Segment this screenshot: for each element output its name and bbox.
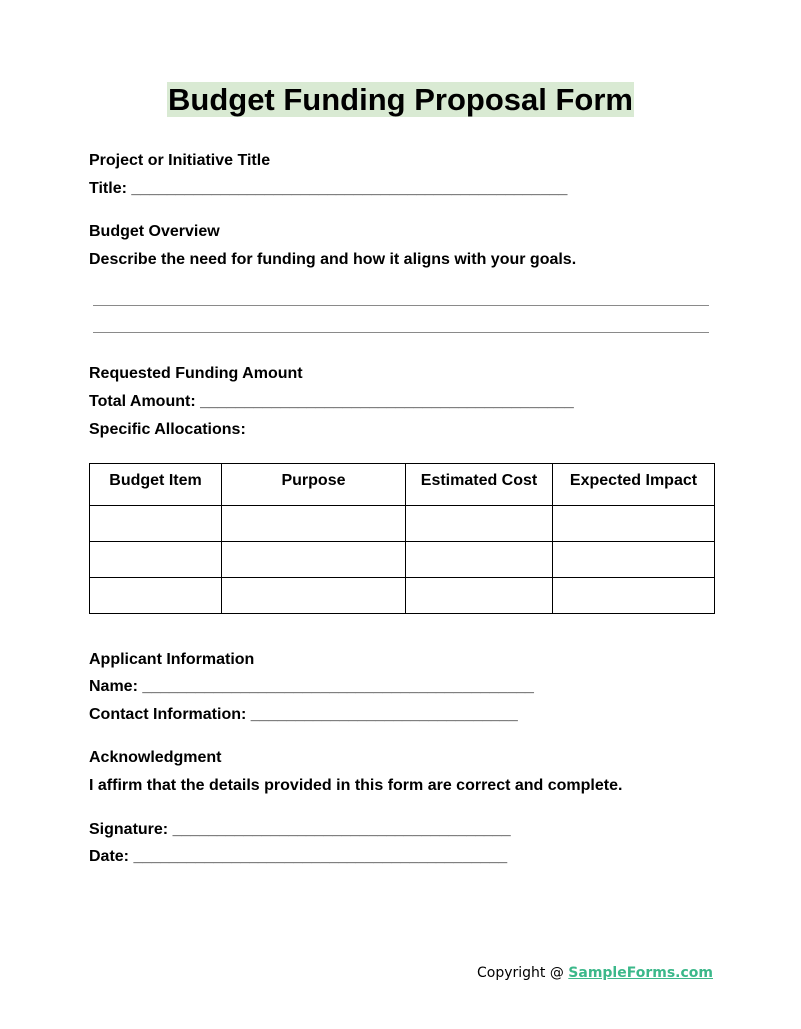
- allocations-label: Specific Allocations:: [89, 421, 246, 438]
- applicant-heading: Applicant Information: [89, 651, 255, 668]
- acknowledgment-statement: I affirm that the details provided in this form are correct and complete.: [89, 777, 623, 794]
- header-budget-item: Budget Item: [90, 464, 222, 506]
- table-cell[interactable]: [90, 578, 222, 614]
- table-cell[interactable]: [222, 542, 406, 578]
- header-expected-impact: Expected Impact: [553, 464, 715, 506]
- funding-heading: Requested Funding Amount: [89, 365, 303, 382]
- overview-answer-line-2[interactable]: [93, 332, 709, 333]
- table-cell[interactable]: [222, 506, 406, 542]
- table-cell[interactable]: [553, 578, 715, 614]
- applicant-contact-field[interactable]: Contact Information: ______________________________: [89, 706, 518, 723]
- project-heading: Project or Initiative Title: [89, 152, 271, 169]
- table-cell[interactable]: [553, 506, 715, 542]
- copyright-text: Copyright @: [476, 965, 569, 981]
- table-cell[interactable]: [90, 506, 222, 542]
- header-purpose: Purpose: [222, 464, 406, 506]
- title-container: [0, 82, 801, 117]
- project-title-field[interactable]: Title: _________________________________________________: [89, 180, 568, 197]
- table-cell[interactable]: [553, 542, 715, 578]
- total-amount-field[interactable]: Total Amount: __________________________________________: [89, 393, 574, 410]
- allocations-table: [89, 463, 715, 614]
- acknowledgment-heading: Acknowledgment: [89, 749, 222, 766]
- overview-heading: Budget Overview: [89, 223, 220, 240]
- table-cell[interactable]: [90, 542, 222, 578]
- table-cell[interactable]: [406, 542, 553, 578]
- footer-copyright: [477, 963, 713, 983]
- table-row: [90, 542, 715, 578]
- overview-prompt: Describe the need for funding and how it aligns with your goals.: [89, 251, 577, 268]
- table-cell[interactable]: [222, 578, 406, 614]
- brand-link[interactable]: SampleForms.com: [568, 965, 713, 981]
- form-title: Budget Funding Proposal Form: [168, 82, 633, 117]
- table-row: [90, 578, 715, 614]
- date-field[interactable]: Date: __________________________________________: [89, 848, 508, 865]
- signature-field[interactable]: Signature: ______________________________________: [89, 821, 511, 838]
- header-estimated-cost: Estimated Cost: [406, 464, 553, 506]
- table-row: [90, 506, 715, 542]
- overview-answer-line-1[interactable]: [93, 305, 709, 306]
- table-header-row: [90, 464, 715, 506]
- table-cell[interactable]: [406, 578, 553, 614]
- applicant-name-field[interactable]: Name: ____________________________________________: [89, 678, 534, 695]
- table-cell[interactable]: [406, 506, 553, 542]
